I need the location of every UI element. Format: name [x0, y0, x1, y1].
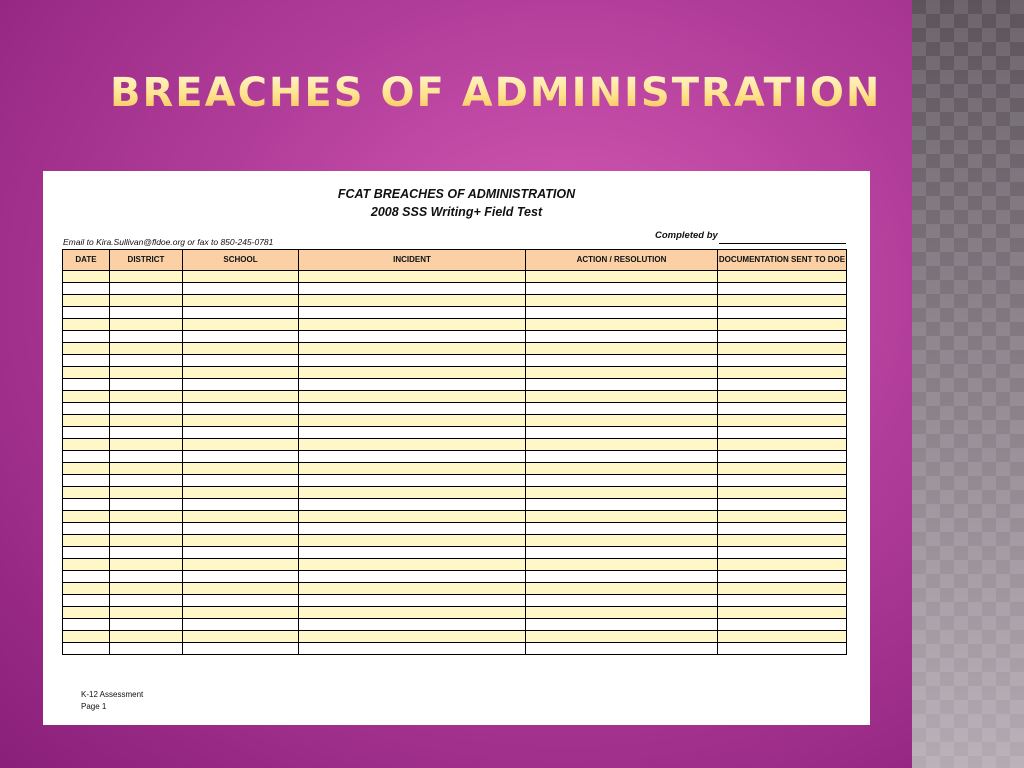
table-cell — [183, 499, 299, 511]
table-cell — [183, 547, 299, 559]
table-cell — [718, 343, 847, 355]
table-cell — [63, 571, 110, 583]
table-row — [63, 379, 847, 391]
table-row — [63, 391, 847, 403]
table-cell — [299, 439, 526, 451]
column-header-school: SCHOOL — [183, 250, 299, 271]
table-row — [63, 499, 847, 511]
table-cell — [183, 643, 299, 655]
table-cell — [183, 403, 299, 415]
table-cell — [183, 331, 299, 343]
table-cell — [718, 439, 847, 451]
table-cell — [526, 523, 718, 535]
table-cell — [183, 559, 299, 571]
table-cell — [63, 403, 110, 415]
table-cell — [526, 535, 718, 547]
table-cell — [110, 427, 183, 439]
table-cell — [299, 595, 526, 607]
table-cell — [718, 463, 847, 475]
column-header-action-resolution: ACTION / RESOLUTION — [526, 250, 718, 271]
table-cell — [110, 475, 183, 487]
table-row — [63, 475, 847, 487]
table-cell — [110, 607, 183, 619]
table-cell — [526, 283, 718, 295]
table-cell — [718, 559, 847, 571]
table-cell — [299, 391, 526, 403]
table-cell — [299, 499, 526, 511]
table-row — [63, 307, 847, 319]
table-cell — [718, 355, 847, 367]
form-title: FCAT BREACHES OF ADMINISTRATION — [337, 187, 576, 201]
table-cell — [718, 403, 847, 415]
table-cell — [63, 343, 110, 355]
table-row — [63, 511, 847, 523]
table-cell — [63, 583, 110, 595]
table-cell — [183, 595, 299, 607]
table-cell — [299, 295, 526, 307]
breach-form-image — [43, 171, 870, 725]
table-cell — [110, 583, 183, 595]
table-cell — [183, 583, 299, 595]
table-cell — [63, 319, 110, 331]
table-cell — [110, 439, 183, 451]
table-cell — [718, 283, 847, 295]
table-row — [63, 463, 847, 475]
table-cell — [526, 583, 718, 595]
table-cell — [299, 523, 526, 535]
table-cell — [299, 415, 526, 427]
completed-by-signature-line — [719, 243, 846, 244]
table-cell — [110, 415, 183, 427]
completed-by-label: Completed by — [655, 230, 718, 241]
table-cell — [718, 643, 847, 655]
table-cell — [110, 355, 183, 367]
table-cell — [718, 427, 847, 439]
table-cell — [526, 619, 718, 631]
table-cell — [183, 367, 299, 379]
table-cell — [110, 499, 183, 511]
table-cell — [299, 355, 526, 367]
column-header-date: DATE — [63, 250, 110, 271]
table-cell — [299, 559, 526, 571]
table-cell — [526, 571, 718, 583]
table-cell — [63, 547, 110, 559]
table-cell — [63, 331, 110, 343]
table-cell — [110, 631, 183, 643]
table-cell — [110, 451, 183, 463]
table-cell — [299, 451, 526, 463]
table-cell — [63, 379, 110, 391]
table-cell — [63, 595, 110, 607]
table-cell — [299, 307, 526, 319]
table-cell — [299, 631, 526, 643]
table-row — [63, 319, 847, 331]
table-cell — [718, 319, 847, 331]
table-cell — [110, 535, 183, 547]
table-row — [63, 427, 847, 439]
table-cell — [63, 607, 110, 619]
table-cell — [299, 427, 526, 439]
table-cell — [183, 451, 299, 463]
table-cell — [718, 523, 847, 535]
table-row — [63, 559, 847, 571]
table-cell — [718, 271, 847, 283]
column-header-district: DISTRICT — [110, 250, 183, 271]
table-cell — [299, 283, 526, 295]
table-cell — [718, 379, 847, 391]
table-cell — [63, 271, 110, 283]
table-cell — [526, 475, 718, 487]
email-instruction: Email to Kira.Sullivan@fldoe.org or fax to 850-245-0781 — [63, 237, 274, 247]
table-cell — [526, 319, 718, 331]
table-row — [63, 535, 847, 547]
table-cell — [299, 547, 526, 559]
table-cell — [299, 367, 526, 379]
table-cell — [110, 523, 183, 535]
table-cell — [183, 571, 299, 583]
decorative-side-strip — [912, 0, 1024, 768]
table-cell — [110, 367, 183, 379]
table-cell — [526, 331, 718, 343]
table-cell — [718, 295, 847, 307]
table-cell — [63, 535, 110, 547]
table-cell — [110, 643, 183, 655]
table-cell — [526, 559, 718, 571]
table-cell — [526, 463, 718, 475]
footer-page-number: Page 1 — [81, 702, 107, 711]
table-row — [63, 271, 847, 283]
table-cell — [183, 355, 299, 367]
table-row — [63, 331, 847, 343]
table-cell — [63, 451, 110, 463]
table-cell — [63, 631, 110, 643]
table-cell — [526, 367, 718, 379]
table-cell — [718, 499, 847, 511]
table-cell — [718, 331, 847, 343]
table-cell — [183, 523, 299, 535]
table-cell — [299, 571, 526, 583]
table-cell — [183, 511, 299, 523]
table-cell — [110, 571, 183, 583]
table-row — [63, 355, 847, 367]
table-cell — [299, 403, 526, 415]
table-cell — [718, 607, 847, 619]
table-cell — [110, 487, 183, 499]
table-cell — [718, 631, 847, 643]
table-cell — [299, 331, 526, 343]
table-cell — [299, 463, 526, 475]
table-row — [63, 631, 847, 643]
table-cell — [63, 475, 110, 487]
table-cell — [63, 463, 110, 475]
table-cell — [183, 295, 299, 307]
table-cell — [526, 499, 718, 511]
table-cell — [110, 283, 183, 295]
table-cell — [183, 487, 299, 499]
table-cell — [63, 643, 110, 655]
table-cell — [718, 391, 847, 403]
table-cell — [183, 475, 299, 487]
table-row — [63, 595, 847, 607]
table-cell — [63, 391, 110, 403]
table-cell — [718, 547, 847, 559]
table-row — [63, 439, 847, 451]
column-header-incident: INCIDENT — [299, 250, 526, 271]
table-cell — [110, 379, 183, 391]
table-row — [63, 451, 847, 463]
table-cell — [526, 379, 718, 391]
table-row — [63, 295, 847, 307]
table-cell — [63, 487, 110, 499]
table-cell — [299, 379, 526, 391]
table-cell — [526, 631, 718, 643]
table-cell — [63, 415, 110, 427]
table-cell — [526, 439, 718, 451]
table-cell — [718, 367, 847, 379]
table-row — [63, 343, 847, 355]
table-row — [63, 487, 847, 499]
table-cell — [718, 511, 847, 523]
table-cell — [183, 271, 299, 283]
table-cell — [63, 559, 110, 571]
table-cell — [526, 403, 718, 415]
table-cell — [526, 355, 718, 367]
table-cell — [110, 391, 183, 403]
table-cell — [299, 643, 526, 655]
table-cell — [718, 475, 847, 487]
table-cell — [110, 595, 183, 607]
table-cell — [110, 463, 183, 475]
table-row — [63, 415, 847, 427]
table-cell — [63, 283, 110, 295]
table-cell — [526, 643, 718, 655]
table-row — [63, 283, 847, 295]
table-cell — [183, 283, 299, 295]
table-row — [63, 607, 847, 619]
table-cell — [299, 475, 526, 487]
table-cell — [718, 415, 847, 427]
table-row — [63, 583, 847, 595]
table-cell — [63, 295, 110, 307]
table-cell — [183, 463, 299, 475]
table-cell — [183, 319, 299, 331]
table-row — [63, 367, 847, 379]
table-cell — [63, 511, 110, 523]
footer-department: K-12 Assessment — [81, 690, 144, 699]
table-cell — [718, 487, 847, 499]
table-cell — [299, 619, 526, 631]
table-cell — [63, 499, 110, 511]
table-cell — [299, 343, 526, 355]
table-cell — [526, 307, 718, 319]
table-cell — [526, 451, 718, 463]
table-cell — [63, 307, 110, 319]
table-cell — [526, 415, 718, 427]
table-cell — [526, 427, 718, 439]
table-body — [63, 271, 847, 655]
table-cell — [526, 295, 718, 307]
table-cell — [299, 319, 526, 331]
table-cell — [183, 631, 299, 643]
table-row — [63, 523, 847, 535]
table-cell — [63, 355, 110, 367]
table-cell — [63, 439, 110, 451]
table-cell — [718, 535, 847, 547]
table-row — [63, 643, 847, 655]
table-cell — [183, 619, 299, 631]
table-row — [63, 619, 847, 631]
table-cell — [718, 571, 847, 583]
table-cell — [526, 547, 718, 559]
table-cell — [110, 403, 183, 415]
table-cell — [299, 583, 526, 595]
table-cell — [299, 607, 526, 619]
table-cell — [183, 415, 299, 427]
table-cell — [63, 367, 110, 379]
table-cell — [718, 307, 847, 319]
table-cell — [183, 391, 299, 403]
table-cell — [526, 391, 718, 403]
form-subtitle: 2008 SSS Writing+ Field Test — [370, 205, 543, 219]
table-cell — [183, 439, 299, 451]
table-cell — [526, 487, 718, 499]
table-cell — [63, 523, 110, 535]
table-cell — [63, 619, 110, 631]
table-cell — [526, 271, 718, 283]
table-cell — [110, 619, 183, 631]
table-cell — [110, 559, 183, 571]
table-cell — [183, 427, 299, 439]
table-cell — [110, 547, 183, 559]
table-row — [63, 571, 847, 583]
table-cell — [110, 295, 183, 307]
table-cell — [110, 307, 183, 319]
table-cell — [299, 535, 526, 547]
table-cell — [718, 583, 847, 595]
slide-title: BREACHES OF ADMINISTRATION — [110, 70, 882, 116]
table-cell — [110, 343, 183, 355]
table-cell — [526, 511, 718, 523]
breach-log-table — [62, 249, 847, 655]
table-row — [63, 547, 847, 559]
table-cell — [299, 487, 526, 499]
table-row — [63, 403, 847, 415]
table-cell — [183, 379, 299, 391]
table-cell — [183, 535, 299, 547]
table-cell — [526, 607, 718, 619]
table-cell — [299, 271, 526, 283]
table-cell — [110, 511, 183, 523]
table-cell — [110, 319, 183, 331]
table-cell — [183, 343, 299, 355]
table-cell — [718, 451, 847, 463]
table-cell — [718, 619, 847, 631]
column-header-documentation: DOCUMENTATION SENT TO DOE — [718, 250, 847, 271]
table-cell — [110, 271, 183, 283]
table-cell — [526, 595, 718, 607]
table-cell — [718, 595, 847, 607]
table-cell — [110, 331, 183, 343]
table-cell — [183, 607, 299, 619]
table-cell — [183, 307, 299, 319]
table-cell — [63, 427, 110, 439]
table-cell — [299, 511, 526, 523]
table-cell — [526, 343, 718, 355]
table-header-row — [63, 250, 847, 271]
